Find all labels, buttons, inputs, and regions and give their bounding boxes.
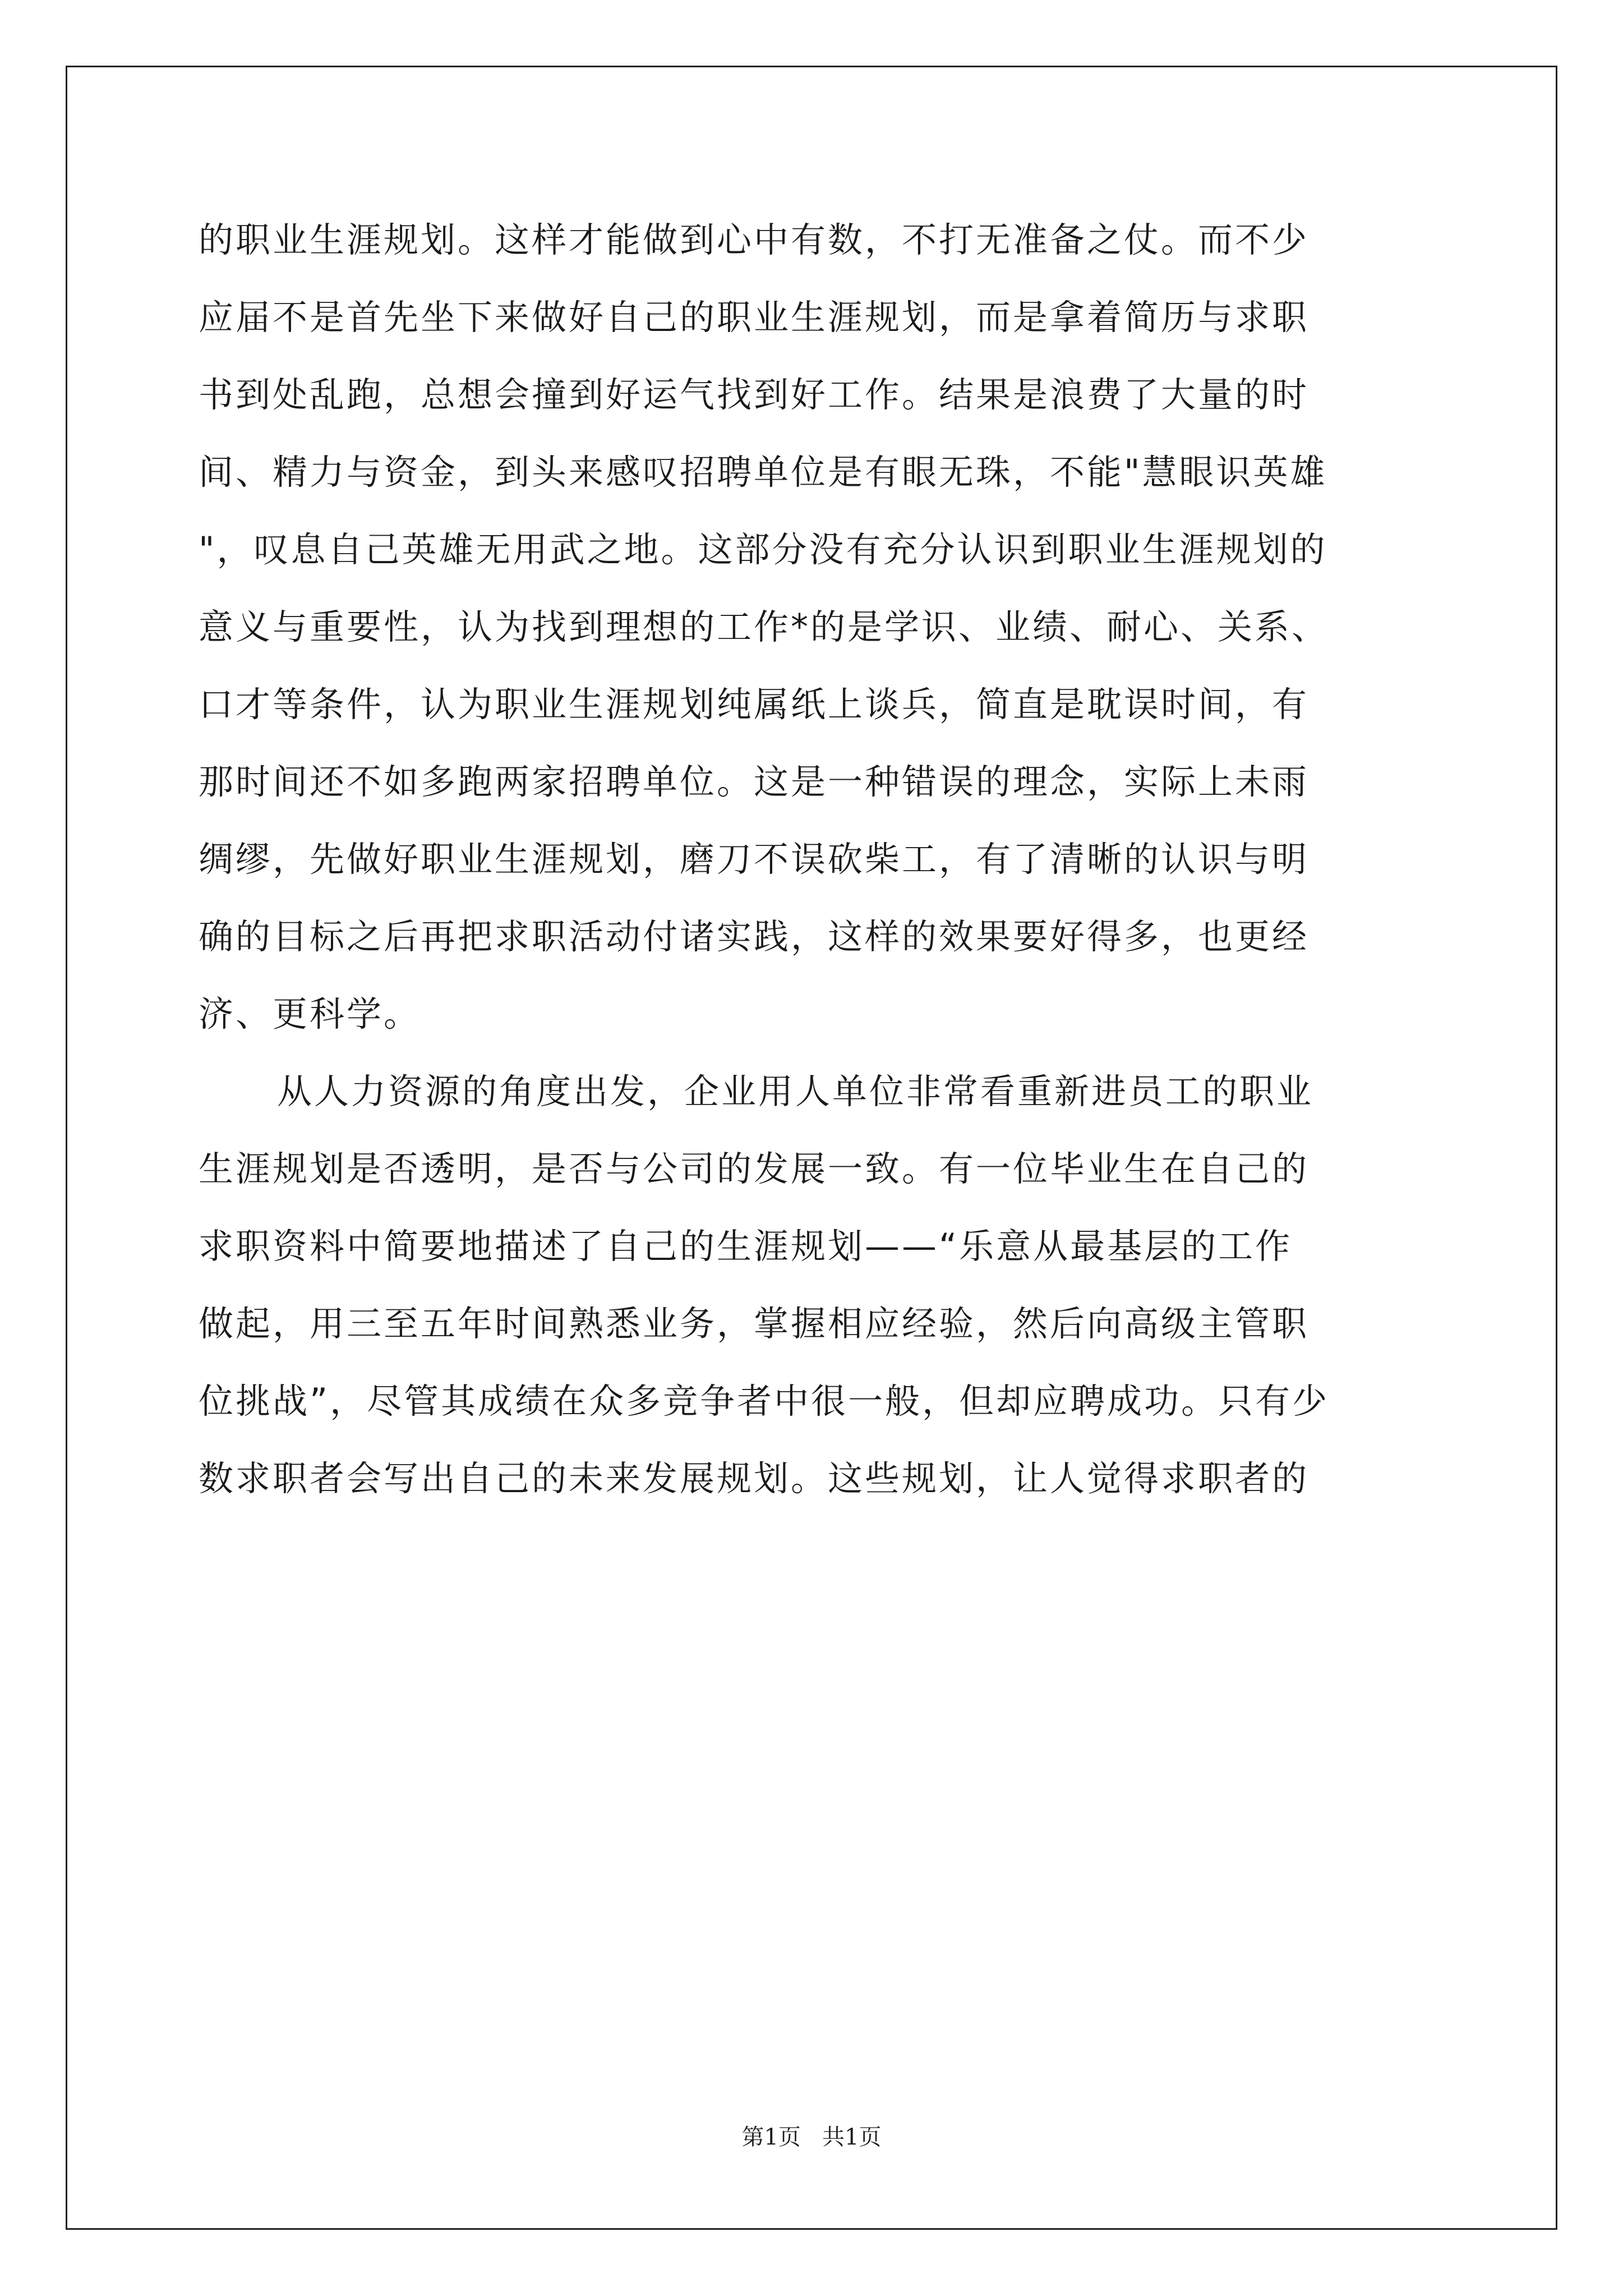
text-line: 位挑战”，尽管其成绩在众多竞争者中很一般，但却应聘成功。只有少 <box>199 1381 1330 1421</box>
text-line: 做起，用三至五年时间熟悉业务，掌握相应经验，然后向高级主管职 <box>199 1303 1310 1344</box>
text-line: "，叹息自己英雄无用武之地。这部分没有充分认识到职业生涯规划的 <box>199 529 1327 570</box>
text-line: 济、更科学。 <box>199 993 421 1034</box>
text-line: 间、精力与资金，到头来感叹招聘单位是有眼无珠，不能"慧眼识英雄 <box>199 452 1327 493</box>
text-line: 书到处乱跑，总想会撞到好运气找到好工作。结果是浪费了大量的时 <box>199 374 1310 415</box>
text-line: 求职资料中简要地描述了自己的生涯规划——“乐意从最基层的工作 <box>199 1226 1293 1267</box>
text-line: 意义与重要性，认为找到理想的工作*的是学识、业绩、耐心、关系、 <box>199 606 1329 647</box>
text-line: 数求职者会写出自己的未来发展规划。这些规划，让人觉得求职者的 <box>199 1458 1310 1499</box>
text-line: 的职业生涯规划。这样才能做到心中有数，不打无准备之仗。而不少 <box>199 219 1310 260</box>
text-line: 确的目标之后再把求职活动付诸实践，这样的效果要好得多，也更经 <box>199 916 1310 957</box>
text-line: 生涯规划是否透明，是否与公司的发展一致。有一位毕业生在自己的 <box>199 1148 1310 1189</box>
paragraph-first-line: 从人力资源的角度出发，企业用人单位非常看重新进员工的职业 <box>277 1071 1314 1112</box>
text-line: 应届不是首先坐下来做好自己的职业生涯规划，而是拿着简历与求职 <box>199 297 1310 338</box>
text-line: 那时间还不如多跑两家招聘单位。这是一种错误的理念，实际上未雨 <box>199 761 1310 802</box>
text-line: 绸缪，先做好职业生涯规划，磨刀不误砍柴工，有了清晰的认识与明 <box>199 839 1310 880</box>
page-footer: 第1页 共1页 <box>741 2124 882 2150</box>
text-line: 口才等条件，认为职业生涯规划纯属纸上谈兵，简直是耽误时间，有 <box>199 684 1310 725</box>
